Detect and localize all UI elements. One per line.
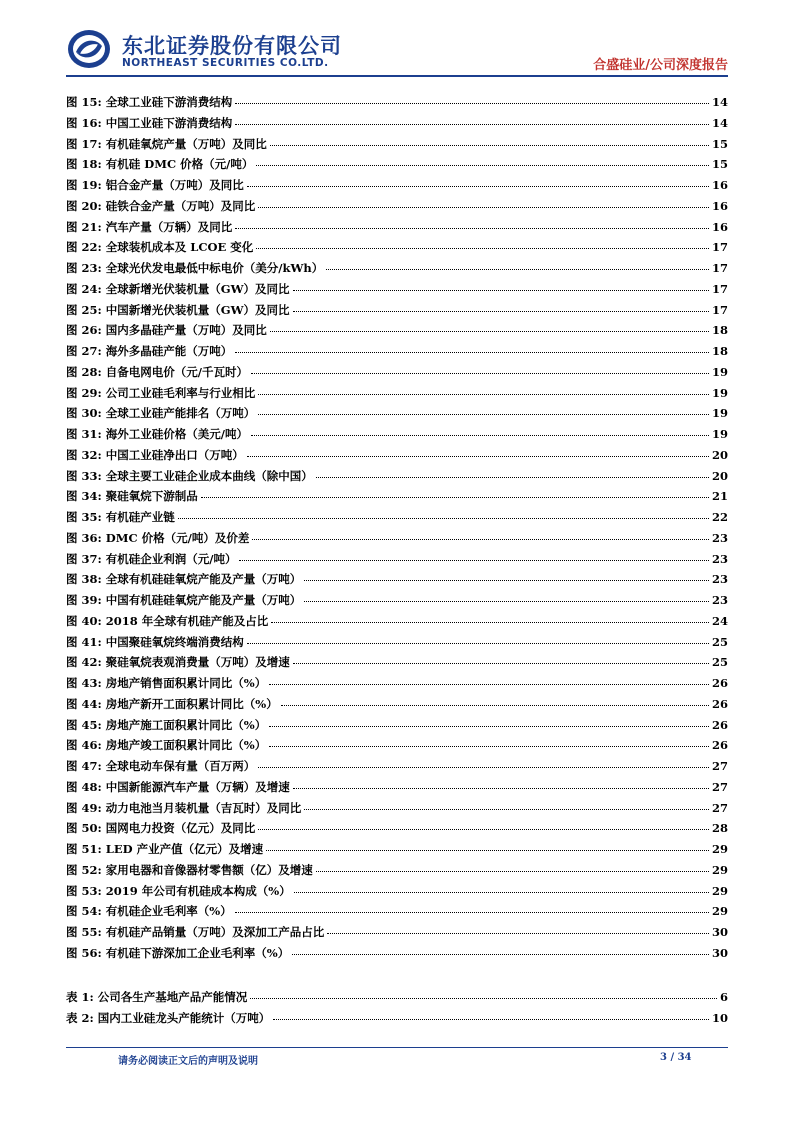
entry-label: 图 18: — [66, 157, 102, 172]
dot-leader — [292, 954, 709, 955]
dot-leader — [252, 539, 709, 540]
figure-entry[interactable] — [66, 156, 728, 177]
figure-entry[interactable] — [66, 468, 728, 489]
entry-label: 图 55: — [66, 925, 102, 939]
dot-leader — [271, 622, 709, 623]
entry-label: 图 21: — [66, 219, 102, 234]
dot-leader — [316, 871, 709, 872]
entry-title: LED 产业产值（亿元）及增速 — [105, 842, 264, 856]
figure-entry[interactable] — [66, 343, 728, 364]
entry-page-number: 19 — [711, 385, 728, 400]
entry-page-number: 17 — [711, 240, 728, 255]
dot-leader — [294, 892, 709, 893]
entry-label: 图 16: — [66, 115, 102, 130]
entry-title: 聚硅氧烷下游制品 — [105, 489, 198, 504]
figure-entry[interactable] — [66, 488, 728, 509]
entry-page-number: 15 — [711, 157, 728, 172]
entry-label: 图 19: — [66, 178, 102, 192]
entry-title: 有机硅下游深加工企业毛利率（%） — [105, 945, 290, 960]
entry-page-number: 22 — [711, 510, 728, 524]
entry-title: 有机硅 DMC 价格（元/吨） — [105, 157, 254, 172]
entry-label: 图 15: — [66, 95, 102, 109]
dot-leader — [269, 726, 709, 727]
dot-leader — [293, 311, 709, 312]
entry-label: 图 42: — [66, 655, 102, 670]
entry-page-number: 18 — [711, 323, 728, 338]
entry-title: 自备电网电价（元/千瓦时） — [105, 364, 248, 379]
entry-label: 图 38: — [66, 572, 102, 587]
entry-title: 有机硅产品销量（万吨）及深加工产品占比 — [105, 925, 325, 939]
dot-leader — [293, 788, 709, 789]
figure-entry[interactable] — [66, 634, 728, 655]
entry-page-number: 27 — [711, 800, 728, 815]
dot-leader — [269, 684, 709, 685]
entry-label: 图 43: — [66, 676, 102, 690]
figure-entry[interactable] — [66, 737, 728, 758]
entry-title: 全球工业硅产能排名（万吨） — [105, 406, 256, 421]
dot-leader — [235, 103, 709, 104]
dot-leader — [270, 331, 709, 332]
figure-entry[interactable] — [66, 281, 728, 302]
entry-page-number: 26 — [711, 738, 728, 753]
entry-page-number: 14 — [711, 115, 728, 130]
dot-leader — [327, 933, 709, 934]
figure-entry[interactable] — [66, 613, 728, 634]
entry-page-number: 19 — [711, 427, 728, 441]
dot-leader — [251, 435, 709, 436]
entry-label: 图 41: — [66, 634, 102, 649]
entry-title: 海外工业硅价格（美元/吨） — [105, 427, 248, 441]
figure-entry[interactable] — [66, 758, 728, 779]
dot-leader — [270, 145, 709, 146]
figure-entry[interactable] — [66, 717, 728, 738]
entry-label: 图 23: — [66, 261, 102, 275]
table-entry[interactable] — [66, 1010, 728, 1031]
figure-entry[interactable] — [66, 654, 728, 675]
dot-leader — [304, 580, 709, 581]
entry-title: DMC 价格（元/吨）及价差 — [105, 530, 250, 545]
entry-label: 图 54: — [66, 904, 102, 919]
dot-leader — [235, 352, 709, 353]
entry-page-number: 26 — [711, 717, 728, 732]
entry-page-number: 15 — [711, 136, 728, 151]
figure-entry[interactable] — [66, 302, 728, 323]
entry-page-number: 16 — [711, 178, 728, 192]
dot-leader — [235, 912, 709, 913]
dot-leader — [247, 456, 709, 457]
table-entry[interactable] — [66, 989, 728, 1010]
entry-label: 图 39: — [66, 593, 102, 607]
entry-label: 图 50: — [66, 821, 102, 836]
entry-label: 图 34: — [66, 489, 102, 504]
figure-entry[interactable] — [66, 800, 728, 821]
dot-leader — [178, 518, 709, 519]
figure-entry[interactable] — [66, 862, 728, 883]
entry-page-number: 29 — [711, 904, 728, 919]
dot-leader — [293, 663, 709, 664]
entry-page-number: 23 — [711, 530, 728, 545]
figure-entry[interactable] — [66, 592, 728, 613]
entry-title: 全球有机硅硅氧烷产能及产量（万吨） — [105, 572, 302, 587]
figure-entry[interactable] — [66, 136, 728, 157]
entry-title: 家用电器和音像器材零售额（亿）及增速 — [105, 862, 313, 877]
figure-entry[interactable] — [66, 820, 728, 841]
page-header — [66, 28, 728, 72]
entry-page-number: 24 — [711, 613, 728, 628]
entry-label: 图 28: — [66, 364, 102, 379]
dot-leader — [258, 414, 709, 415]
dot-leader — [256, 248, 709, 249]
dot-leader — [304, 601, 709, 602]
entry-label: 图 24: — [66, 281, 102, 296]
entry-title: 公司各生产基地产品产能情况 — [97, 990, 248, 1004]
entry-label: 图 31: — [66, 427, 102, 441]
entry-page-number: 10 — [711, 1010, 728, 1025]
entry-label: 图 53: — [66, 883, 102, 898]
figure-entry[interactable] — [66, 198, 728, 219]
dot-leader — [239, 560, 709, 561]
dot-leader — [273, 1019, 709, 1020]
dot-leader — [258, 207, 709, 208]
entry-page-number: 25 — [711, 655, 728, 670]
entry-title: 中国工业硅下游消费结构 — [105, 115, 233, 130]
dot-leader — [256, 165, 709, 166]
entry-title: 硅铁合金产量（万吨）及同比 — [105, 198, 256, 213]
entry-title: 全球主要工业硅企业成本曲线（除中国） — [105, 468, 313, 483]
entry-title: 铝合金产量（万吨）及同比 — [105, 178, 244, 192]
entry-label: 图 49: — [66, 800, 102, 815]
figure-list — [66, 94, 728, 966]
entry-title: 国网电力投资（亿元）及同比 — [105, 821, 256, 836]
entry-title: 国内多晶硅产量（万吨）及同比 — [105, 323, 267, 338]
entry-title: 中国新能源汽车产量（万辆）及增速 — [105, 779, 290, 794]
entry-title: 房地产销售面积累计同比（%） — [105, 676, 267, 690]
dot-leader — [235, 228, 709, 229]
figure-entry[interactable] — [66, 675, 728, 696]
dot-leader — [250, 998, 717, 999]
figure-entry[interactable] — [66, 551, 728, 572]
dot-leader — [281, 705, 709, 706]
entry-page-number: 20 — [711, 447, 728, 462]
entry-label: 图 46: — [66, 738, 102, 753]
entry-title: 全球工业硅下游消费结构 — [105, 95, 233, 109]
entry-page-number: 20 — [711, 468, 728, 483]
entry-title: 聚硅氧烷表观消费量（万吨）及增速 — [105, 655, 290, 670]
dot-leader — [235, 124, 709, 125]
figure-entry[interactable] — [66, 530, 728, 551]
entry-page-number: 14 — [711, 95, 728, 109]
figure-entry[interactable] — [66, 447, 728, 468]
figure-entry[interactable] — [66, 405, 728, 426]
entry-title: 中国工业硅净出口（万吨） — [105, 447, 244, 462]
entry-title: 有机硅企业利润（元/吨） — [105, 551, 237, 566]
entry-page-number: 23 — [711, 593, 728, 607]
entry-title: 2018 年全球有机硅产能及占比 — [105, 613, 269, 628]
entry-page-number: 30 — [711, 945, 728, 960]
entry-label: 图 30: — [66, 406, 102, 421]
entry-page-number: 16 — [711, 198, 728, 213]
entry-label: 图 27: — [66, 344, 102, 358]
entry-page-number: 29 — [711, 842, 728, 856]
entry-title: 中国聚硅氧烷终端消费结构 — [105, 634, 244, 649]
entry-label: 图 40: — [66, 613, 102, 628]
entry-label: 图 33: — [66, 468, 102, 483]
entry-page-number: 17 — [711, 302, 728, 317]
entry-page-number: 26 — [711, 676, 728, 690]
figure-entry[interactable] — [66, 903, 728, 924]
entry-page-number: 6 — [719, 990, 728, 1004]
dot-leader — [247, 186, 709, 187]
entry-label: 图 37: — [66, 551, 102, 566]
dot-leader — [316, 477, 709, 478]
entry-page-number: 21 — [711, 489, 728, 504]
entry-label: 图 35: — [66, 510, 102, 524]
company-name-cn: 东北证券股份有限公司 — [122, 34, 342, 58]
entry-page-number: 26 — [711, 696, 728, 711]
disclaimer-note: 请务必阅读正文后的声明及说明 — [118, 1056, 258, 1067]
entry-page-number: 29 — [711, 862, 728, 877]
entry-title: 中国有机硅硅氧烷产能及产量（万吨） — [105, 593, 302, 607]
dot-leader — [266, 850, 709, 851]
entry-page-number: 28 — [711, 821, 728, 836]
figure-entry[interactable] — [66, 924, 728, 945]
dot-leader — [293, 290, 709, 291]
figure-entry[interactable] — [66, 841, 728, 862]
entry-label: 图 32: — [66, 447, 102, 462]
entry-title: 海外多晶硅产能（万吨） — [105, 344, 233, 358]
figure-entry[interactable] — [66, 509, 728, 530]
company-name-en: NORTHEAST SECURITIES CO.LTD. — [122, 57, 329, 69]
entry-page-number: 23 — [711, 551, 728, 566]
entry-label: 图 25: — [66, 302, 102, 317]
figure-entry[interactable] — [66, 571, 728, 592]
figure-entry[interactable] — [66, 177, 728, 198]
entry-title: 动力电池当月装机量（吉瓦时）及同比 — [105, 800, 302, 815]
dot-leader — [251, 373, 709, 374]
entry-label: 表 1: — [66, 990, 94, 1004]
entry-page-number: 18 — [711, 344, 728, 358]
figure-entry[interactable] — [66, 239, 728, 260]
entry-label: 图 29: — [66, 385, 102, 400]
entry-label: 图 45: — [66, 717, 102, 732]
entry-page-number: 29 — [711, 883, 728, 898]
entry-page-number: 27 — [711, 759, 728, 773]
entry-label: 图 48: — [66, 779, 102, 794]
entry-title: 中国新增光伏装机量（GW）及同比 — [105, 302, 290, 317]
footer-divider — [66, 1047, 728, 1048]
table-list — [66, 989, 728, 1031]
figure-entry[interactable] — [66, 115, 728, 136]
entry-label: 图 17: — [66, 136, 102, 151]
figure-entry[interactable] — [66, 779, 728, 800]
entry-title: 全球装机成本及 LCOE 变化 — [105, 240, 254, 255]
entry-title: 全球电动车保有量（百万两） — [105, 759, 256, 773]
company-logo-icon — [66, 28, 112, 70]
dot-leader — [247, 643, 709, 644]
figure-entry[interactable] — [66, 696, 728, 717]
entry-label: 图 47: — [66, 759, 102, 773]
entry-title: 汽车产量（万辆）及同比 — [105, 219, 233, 234]
entry-title: 有机硅氧烷产量（万吨）及同比 — [105, 136, 267, 151]
entry-title: 全球新增光伏装机量（GW）及同比 — [105, 281, 290, 296]
entry-page-number: 30 — [711, 925, 728, 939]
entry-label: 图 20: — [66, 198, 102, 213]
figure-entry[interactable] — [66, 426, 728, 447]
entry-page-number: 17 — [711, 261, 728, 275]
entry-page-number: 17 — [711, 281, 728, 296]
dot-leader — [258, 829, 709, 830]
entry-label: 图 51: — [66, 842, 102, 856]
report-type: 合盛硅业/公司深度报告 — [593, 58, 728, 73]
dot-leader — [258, 394, 709, 395]
entry-title: 房地产施工面积累计同比（%） — [105, 717, 267, 732]
entry-label: 图 22: — [66, 240, 102, 255]
figure-entry[interactable] — [66, 385, 728, 406]
entry-title: 有机硅产业链 — [105, 510, 175, 524]
figure-entry[interactable] — [66, 883, 728, 904]
figure-entry[interactable] — [66, 94, 728, 115]
entry-title: 有机硅企业毛利率（%） — [105, 904, 232, 919]
entry-title: 房地产新开工面积累计同比（%） — [105, 696, 278, 711]
entry-label: 图 56: — [66, 945, 102, 960]
header-divider — [66, 75, 728, 77]
dot-leader — [201, 497, 709, 498]
figure-entry[interactable] — [66, 219, 728, 240]
dot-leader — [304, 809, 709, 810]
dot-leader — [326, 269, 709, 270]
entry-label: 图 26: — [66, 323, 102, 338]
page-number: 3 / 34 — [660, 1052, 692, 1063]
entry-page-number: 27 — [711, 779, 728, 794]
entry-label: 表 2: — [66, 1010, 94, 1025]
dot-leader — [258, 767, 709, 768]
entry-page-number: 19 — [711, 406, 728, 421]
entry-label: 图 36: — [66, 530, 102, 545]
entry-label: 图 44: — [66, 696, 102, 711]
entry-title: 公司工业硅毛利率与行业相比 — [105, 385, 256, 400]
entry-page-number: 19 — [711, 364, 728, 379]
entry-label: 图 52: — [66, 862, 102, 877]
entry-title: 2019 年公司有机硅成本构成（%） — [105, 883, 291, 898]
entry-page-number: 25 — [711, 634, 728, 649]
entry-title: 全球光伏发电最低中标电价（美分/kWh） — [105, 261, 324, 275]
entry-title: 国内工业硅龙头产能统计（万吨） — [97, 1010, 271, 1025]
dot-leader — [269, 746, 709, 747]
entry-page-number: 23 — [711, 572, 728, 587]
figure-entry[interactable] — [66, 945, 728, 966]
figure-entry[interactable] — [66, 260, 728, 281]
entry-page-number: 16 — [711, 219, 728, 234]
figure-entry[interactable] — [66, 364, 728, 385]
figure-entry[interactable] — [66, 322, 728, 343]
entry-title: 房地产竣工面积累计同比（%） — [105, 738, 267, 753]
